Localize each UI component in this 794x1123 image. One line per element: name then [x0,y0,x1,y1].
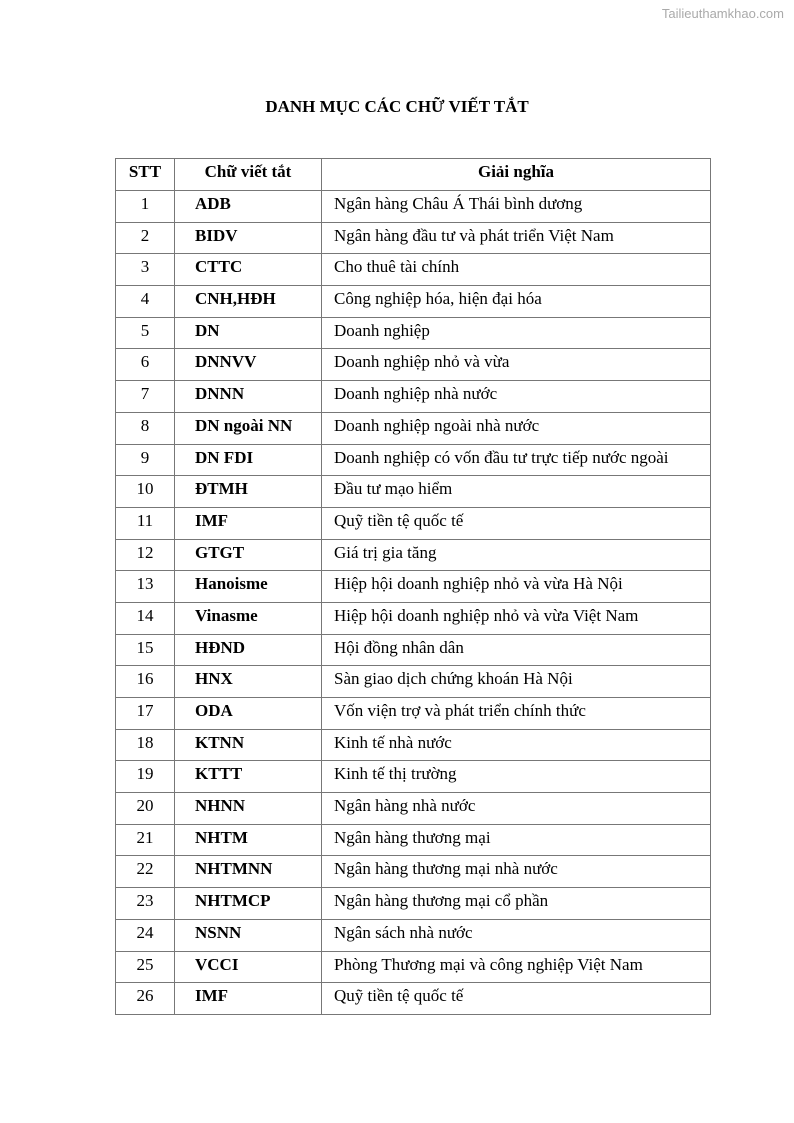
table-row [116,254,711,286]
table-row [116,444,711,476]
row-number: 25 [116,951,175,983]
header-meaning: Giải nghĩa [322,159,711,191]
abbreviation-cell: HĐND [175,634,322,666]
abbreviation-cell: NHNN [175,793,322,825]
table-row [116,191,711,223]
abbreviation-cell: BIDV [175,222,322,254]
meaning-cell: Ngân sách nhà nước [322,919,711,951]
row-number: 18 [116,729,175,761]
meaning-cell: Phòng Thương mại và công nghiệp Việt Nam [322,951,711,983]
meaning-cell: Hiệp hội doanh nghiệp nhỏ và vừa Việt Nam [322,602,711,634]
row-number: 12 [116,539,175,571]
meaning-cell: Ngân hàng thương mại [322,824,711,856]
row-number: 23 [116,888,175,920]
abbreviation-cell: HNX [175,666,322,698]
meaning-cell: Kinh tế nhà nước [322,729,711,761]
row-number: 4 [116,286,175,318]
table-body [116,191,711,1015]
table-row [116,729,711,761]
watermark: Tailieuthamkhao.com [661,6,784,21]
row-number: 1 [116,191,175,223]
meaning-cell: Công nghiệp hóa, hiện đại hóa [322,286,711,318]
abbreviation-cell: DN ngoài NN [175,412,322,444]
table-row [116,602,711,634]
table-row [116,698,711,730]
table-row [116,856,711,888]
table-row [116,476,711,508]
page-title: DANH MỤC CÁC CHỮ VIẾT TẮT [265,97,529,116]
table-row [116,571,711,603]
table-row [116,349,711,381]
table-row [116,983,711,1015]
table-row [116,793,711,825]
abbreviation-cell: NSNN [175,919,322,951]
abbreviation-cell: GTGT [175,539,322,571]
meaning-cell: Doanh nghiệp nhà nước [322,381,711,413]
abbreviation-cell: VCCI [175,951,322,983]
table-row [116,286,711,318]
row-number: 16 [116,666,175,698]
table-header-row [116,159,711,191]
meaning-cell: Ngân hàng thương mại nhà nước [322,856,711,888]
meaning-cell: Cho thuê tài chính [322,254,711,286]
abbreviation-cell: DN FDI [175,444,322,476]
row-number: 6 [116,349,175,381]
abbreviation-cell: NHTMCP [175,888,322,920]
table-row [116,317,711,349]
table-row [116,666,711,698]
row-number: 24 [116,919,175,951]
abbreviation-cell: DNNN [175,381,322,413]
row-number: 15 [116,634,175,666]
header-stt: STT [116,159,175,191]
row-number: 2 [116,222,175,254]
meaning-cell: Đầu tư mạo hiểm [322,476,711,508]
table-row [116,222,711,254]
abbreviation-cell: ADB [175,191,322,223]
row-number: 11 [116,507,175,539]
abbreviation-cell: IMF [175,507,322,539]
row-number: 19 [116,761,175,793]
meaning-cell: Kinh tế thị trường [322,761,711,793]
abbreviation-cell: DNNVV [175,349,322,381]
meaning-cell: Ngân hàng Châu Á Thái bình dương [322,191,711,223]
table-row [116,507,711,539]
row-number: 3 [116,254,175,286]
row-number: 13 [116,571,175,603]
table-row [116,381,711,413]
meaning-cell: Ngân hàng nhà nước [322,793,711,825]
row-number: 14 [116,602,175,634]
abbreviation-cell: CTTC [175,254,322,286]
table-row [116,888,711,920]
meaning-cell: Ngân hàng thương mại cổ phần [322,888,711,920]
meaning-cell: Doanh nghiệp nhỏ và vừa [322,349,711,381]
abbreviation-cell: ODA [175,698,322,730]
table-row [116,634,711,666]
row-number: 21 [116,824,175,856]
meaning-cell: Hội đồng nhân dân [322,634,711,666]
row-number: 10 [116,476,175,508]
meaning-cell: Ngân hàng đầu tư và phát triển Việt Nam [322,222,711,254]
row-number: 22 [116,856,175,888]
meaning-cell: Quỹ tiền tệ quốc tế [322,507,711,539]
meaning-cell: Doanh nghiệp ngoài nhà nước [322,412,711,444]
table-row [116,951,711,983]
abbreviation-cell: IMF [175,983,322,1015]
row-number: 17 [116,698,175,730]
row-number: 20 [116,793,175,825]
table-row [116,539,711,571]
meaning-cell: Giá trị gia tăng [322,539,711,571]
meaning-cell: Sàn giao dịch chứng khoán Hà Nội [322,666,711,698]
abbreviation-cell: KTTT [175,761,322,793]
abbreviation-cell: Vinasme [175,602,322,634]
row-number: 9 [116,444,175,476]
meaning-cell: Doanh nghiệp có vốn đầu tư trực tiếp nước ngoài [322,444,711,476]
table-row [116,919,711,951]
abbreviations-table [115,158,711,1015]
abbreviation-cell: Hanoisme [175,571,322,603]
abbreviation-cell: CNH,HĐH [175,286,322,318]
table-row [116,824,711,856]
row-number: 8 [116,412,175,444]
meaning-cell: Hiệp hội doanh nghiệp nhỏ và vừa Hà Nội [322,571,711,603]
row-number: 26 [116,983,175,1015]
row-number: 5 [116,317,175,349]
abbreviation-cell: NHTM [175,824,322,856]
abbreviation-cell: DN [175,317,322,349]
meaning-cell: Vốn viện trợ và phát triển chính thức [322,698,711,730]
table-row [116,412,711,444]
abbreviation-cell: KTNN [175,729,322,761]
abbreviation-cell: ĐTMH [175,476,322,508]
meaning-cell: Quỹ tiền tệ quốc tế [322,983,711,1015]
meaning-cell: Doanh nghiệp [322,317,711,349]
row-number: 7 [116,381,175,413]
header-abbreviation: Chữ viết tắt [175,159,322,191]
abbreviation-cell: NHTMNN [175,856,322,888]
table-row [116,761,711,793]
